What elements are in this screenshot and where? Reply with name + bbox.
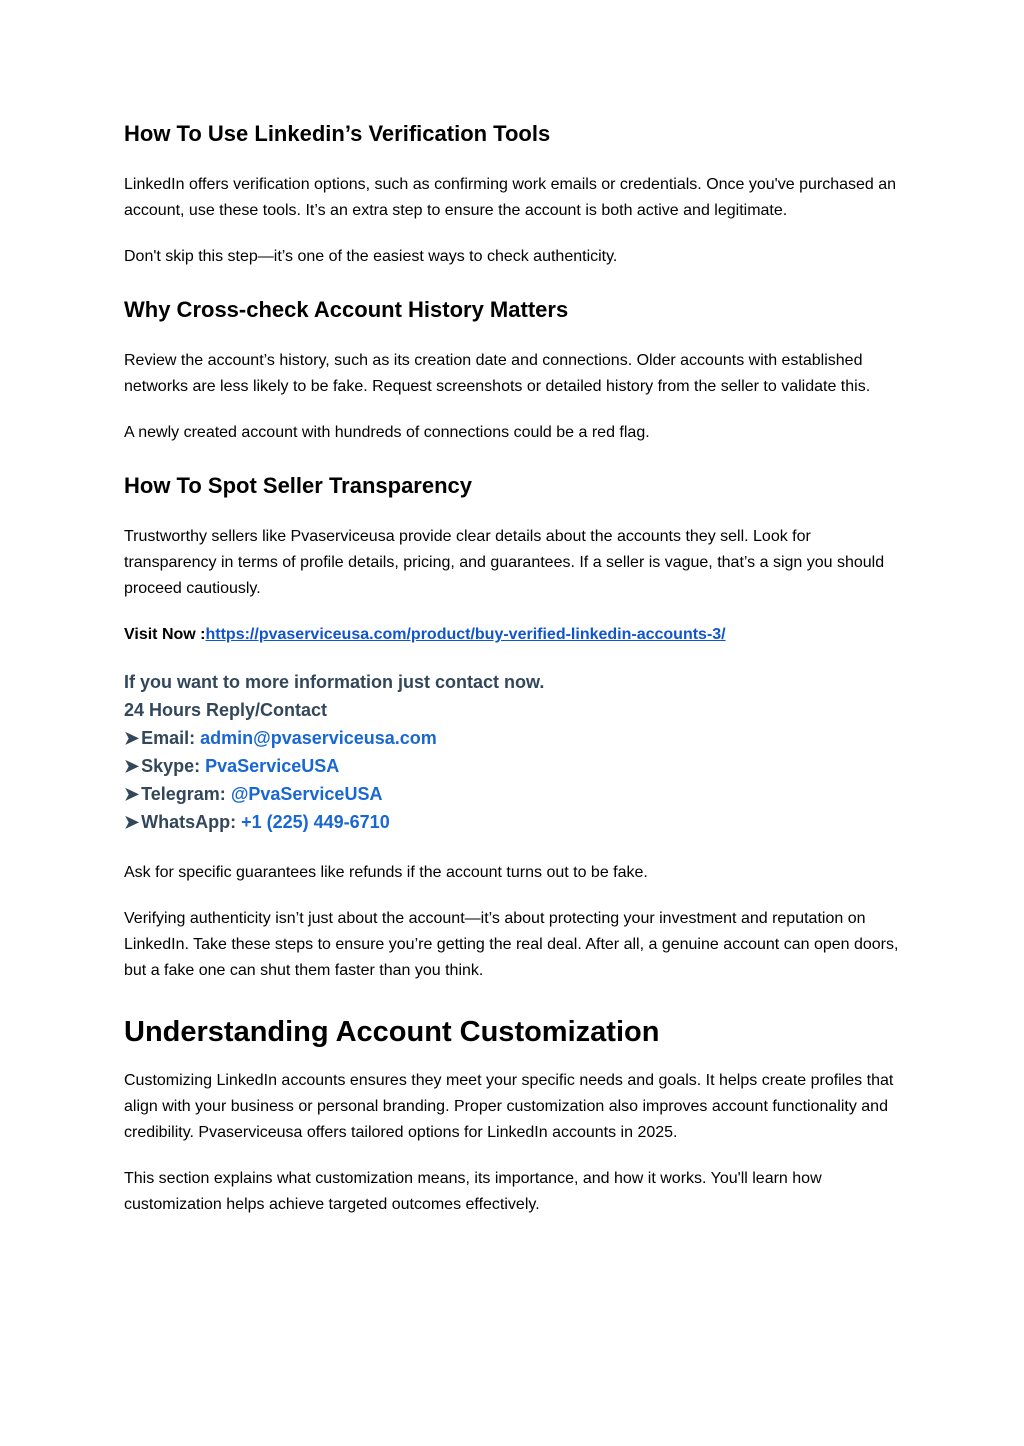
contact-intro: If you want to more information just contact now. — [124, 672, 545, 692]
heading-account-history: Why Cross-check Account History Matters — [124, 297, 569, 322]
heading-seller-transparency: How To Spot Seller Transparency — [124, 473, 473, 498]
email-link[interactable]: admin@pvaserviceusa.com — [200, 728, 437, 748]
paragraph-customization-1: Customizing LinkedIn accounts ensures they meet your specific needs and goals. It helps create profiles that align with your business or personal branding. Proper customization also improves account functionality and credibility. Pvaserviceusa offers tailored options for LinkedIn accounts in 2025. — [124, 1072, 894, 1141]
paragraph-history-1: Review the account’s history, such as its creation date and connections. Older accounts with established networks are less likely to be fake. Request screenshots or detailed history from the seller to validate this. — [124, 352, 871, 395]
arrow-icon: ➤ — [124, 784, 140, 804]
contact-row-email — [124, 724, 900, 752]
product-link[interactable]: https://pvaserviceusa.com/product/buy-verified-linkedin-accounts-3/ — [205, 626, 726, 643]
contact-hours: 24 Hours Reply/Contact — [124, 700, 328, 720]
arrow-icon: ➤ — [124, 728, 140, 748]
skype-link[interactable]: PvaServiceUSA — [205, 756, 340, 776]
telegram-link[interactable]: @PvaServiceUSA — [230, 784, 383, 804]
heading-account-customization: Understanding Account Customization — [124, 1016, 660, 1048]
contact-label-telegram: Telegram: — [141, 784, 226, 804]
paragraph-verification-2: Don't skip this step—it’s one of the easiest ways to check authenticity. — [124, 248, 618, 265]
arrow-icon: ➤ — [124, 756, 140, 776]
paragraph-verification-1: LinkedIn offers verification options, such as confirming work emails or credentials. Once you've purchased an account, use these tools. It’s an extra step to ensure the account is both active and legitimate. — [124, 176, 897, 219]
contact-label-whatsapp: WhatsApp: — [141, 812, 237, 832]
contact-row-telegram — [124, 780, 900, 808]
paragraph-guarantees: Ask for specific guarantees like refunds if the account turns out to be fake. — [124, 864, 648, 881]
heading-verification-tools: How To Use Linkedin’s Verification Tools — [124, 121, 551, 146]
contact-label-skype: Skype: — [141, 756, 201, 776]
contact-block — [124, 668, 900, 836]
contact-row-whatsapp — [124, 808, 900, 836]
contact-row-skype — [124, 752, 900, 780]
whatsapp-link[interactable]: +1 (225) 449-6710 — [241, 812, 390, 832]
paragraph-transparency-1: Trustworthy sellers like Pvaserviceusa provide clear details about the accounts they sell. Look for transparency in terms of profile details, pricing, and guarantees. If a seller is vague, that’s a sign you should proceed cautiously. — [124, 528, 885, 597]
paragraph-verify-authenticity: Verifying authenticity isn’t just about the account—it’s about protecting your investment and reputation on LinkedIn. Take these steps to ensure you’re getting the real deal. After all, a genuine account can open doors, but a fake one can shut them faster than you think. — [124, 910, 899, 979]
visit-now-line — [124, 622, 900, 648]
paragraph-customization-2: This section explains what customization means, its importance, and how it works. You'll learn how customization helps achieve targeted outcomes effectively. — [124, 1170, 822, 1213]
contact-label-email: Email: — [141, 728, 196, 748]
paragraph-history-2: A newly created account with hundreds of connections could be a red flag. — [124, 424, 650, 441]
visit-now-label: Visit Now : — [124, 626, 206, 643]
arrow-icon: ➤ — [124, 812, 140, 832]
